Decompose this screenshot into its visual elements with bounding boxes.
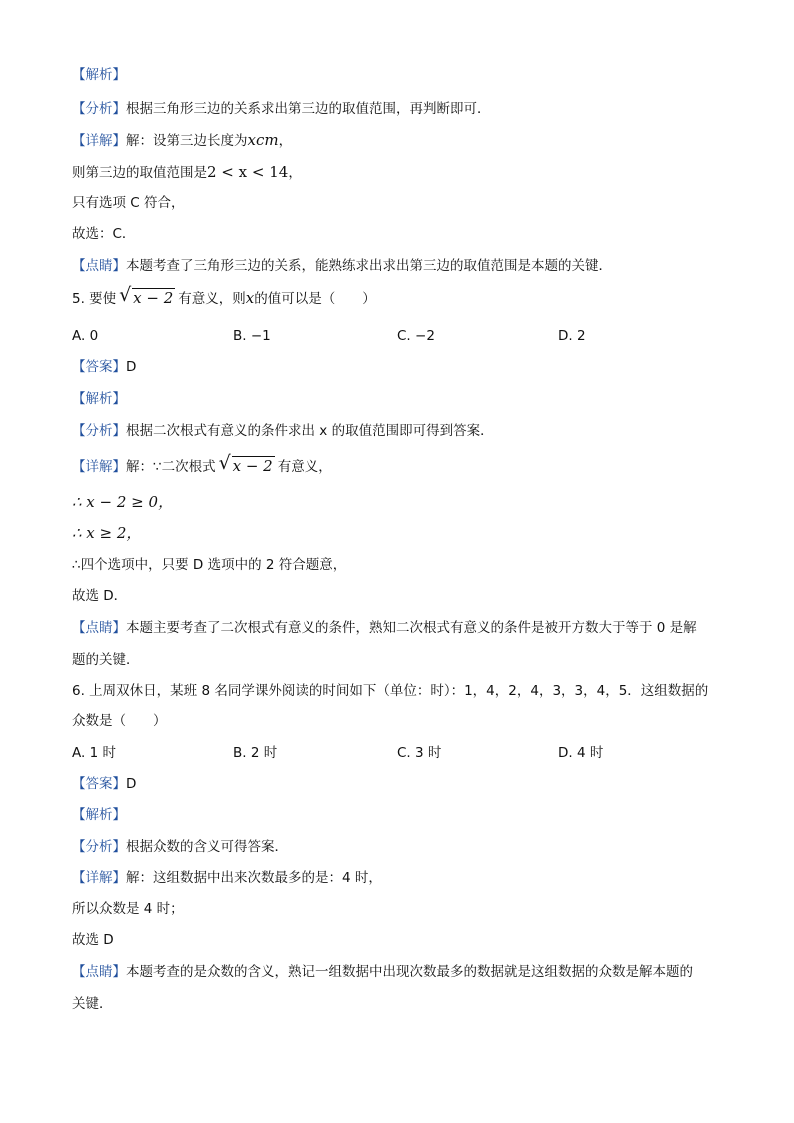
q5-detail-tag: 【详解】	[72, 459, 126, 475]
q5-analysis	[72, 421, 494, 441]
q6-detail-tag: 【详解】	[72, 870, 126, 886]
q4-range-line	[72, 162, 302, 183]
q5-answer-tag: 【答案】	[72, 359, 126, 375]
q5-step-2	[72, 523, 141, 544]
q6-answer-tag: 【答案】	[72, 776, 126, 792]
q4-jiexi-label: 【解析】	[72, 67, 126, 83]
q5-detail	[72, 452, 332, 477]
q4-range-math: 2 < x < 14	[207, 163, 289, 181]
q4-choose-line: 故选：C．	[72, 226, 136, 242]
q5-detail-sqrt	[218, 452, 275, 477]
q5-step-1	[72, 492, 173, 513]
q6-option-d: D. 4 时	[558, 745, 604, 761]
q4-range-end: ，	[288, 165, 302, 181]
q5-stem	[72, 284, 376, 309]
q5-comment-tag: 【点睛】	[72, 620, 126, 636]
q6-stem-line2: 众数是（ ）	[72, 713, 167, 729]
q4-option-line: 只有选项 C 符合，	[72, 195, 185, 211]
q5-answer-value: D	[126, 359, 137, 375]
q6-answer-value: D	[126, 776, 137, 792]
q5-comment	[72, 618, 697, 638]
q5-analysis-text: 根据二次根式有意义的条件求出 x 的取值范围即可得到答案．	[126, 423, 494, 439]
q5-option-a: A. 0	[72, 328, 99, 344]
q4-detail-text: 解：设第三边长度为	[126, 133, 248, 149]
q6-option-c: C. 3 时	[397, 745, 442, 761]
q5-detail-end: 有意义，	[277, 459, 332, 475]
q6-analysis-text: 根据众数的含义可得答案．	[126, 839, 288, 855]
q6-detail-text: 解：这组数据中出来次数最多的是：4 时，	[126, 870, 382, 886]
q4-detail	[72, 130, 292, 151]
q6-comment-text: 本题考查的是众数的含义，熟记一组数据中出现次数最多的数据就是这组数据的众数是解本题的	[126, 964, 693, 980]
q5-answer	[72, 357, 136, 377]
q4-comment-text: 本题考查了三角形三边的关系，能熟练求出求出第三边的取值范围是本题的关键．	[126, 258, 612, 274]
q5-stem-mid: 有意义，则	[178, 291, 246, 307]
q6-jiexi-label: 【解析】	[72, 807, 126, 823]
q6-step-2: 故选 D	[72, 932, 114, 948]
q5-step-4: 故选 D．	[72, 588, 128, 604]
q6-analysis-tag: 【分析】	[72, 839, 126, 855]
q5-option-b: B. −1	[233, 328, 271, 344]
q5-detail-text: 解：∵二次根式	[126, 459, 216, 475]
q6-option-a: A. 1 时	[72, 745, 116, 761]
q6-option-b: B. 2 时	[233, 745, 278, 761]
q5-comment-cont: 题的关键．	[72, 652, 140, 668]
q5-stem-start: 5. 要使	[72, 291, 117, 307]
sqrt-sign-icon: √	[218, 452, 231, 474]
q4-comment	[72, 256, 612, 276]
q6-comment	[72, 962, 693, 982]
q6-comment-tag: 【点睛】	[72, 964, 126, 980]
q4-comment-tag: 【点睛】	[72, 258, 126, 274]
q5-stem-sqrt	[119, 284, 175, 309]
q5-stem-end: 的值可以是（ ）	[254, 291, 376, 307]
q4-analysis-text: 根据三角形三边的关系求出第三边的取值范围，再判断即可．	[126, 101, 491, 117]
q4-analysis-tag: 【分析】	[72, 101, 126, 117]
q5-stem-var: x	[245, 289, 255, 307]
q5-step-1-math: ∴ x − 2 ≥ 0，	[72, 493, 174, 511]
q5-option-c: C. −2	[397, 328, 435, 344]
q6-analysis	[72, 837, 288, 857]
q4-range-text: 则第三边的取值范围是	[72, 165, 207, 181]
q4-analysis	[72, 99, 491, 119]
q5-comment-text: 本题主要考查了二次根式有意义的条件，熟知二次根式有意义的条件是被开方数大于等于 0 是解	[126, 620, 697, 636]
q6-stem-line1: 6. 上周双休日，某班 8 名同学课外阅读的时间如下（单位：时）：1，4，2，4，3，3，4，5．这组数据的	[72, 683, 709, 699]
q4-detail-end: ，	[278, 133, 293, 149]
q4-detail-tag: 【详解】	[72, 133, 126, 149]
q6-answer	[72, 774, 136, 794]
q5-jiexi-label: 【解析】	[72, 391, 126, 407]
q5-stem-radicand: x − 2	[133, 289, 174, 307]
q5-option-d: D. 2	[558, 328, 586, 344]
q6-detail	[72, 868, 382, 888]
q5-analysis-tag: 【分析】	[72, 423, 126, 439]
q6-comment-cont: 关键．	[72, 996, 113, 1012]
q6-step-1: 所以众数是 4 时；	[72, 901, 184, 917]
q5-detail-radicand: x − 2	[232, 457, 273, 475]
sqrt-sign-icon: √	[119, 284, 132, 306]
q5-step-3: ∴四个选项中，只要 D 选项中的 2 符合题意，	[72, 557, 347, 573]
q5-step-2-math: ∴ x ≥ 2，	[72, 524, 142, 542]
q4-detail-math: xcm	[247, 131, 279, 149]
